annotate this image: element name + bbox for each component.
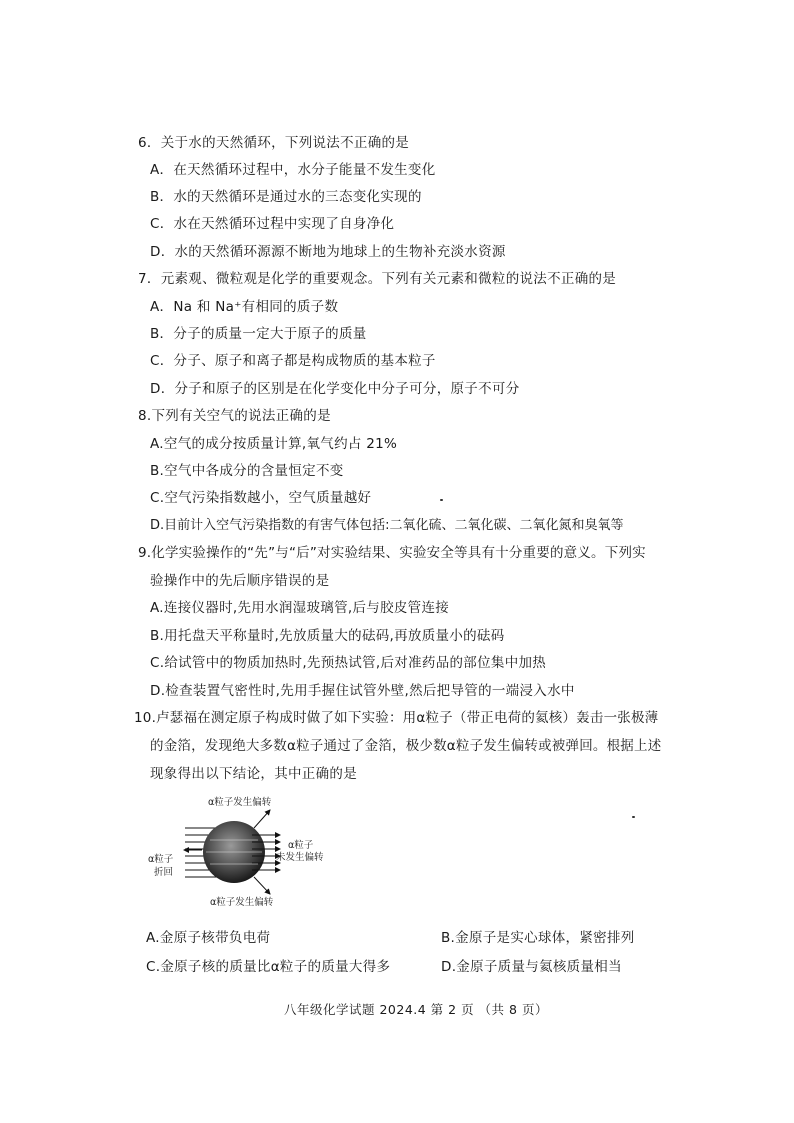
scan-speck [632, 816, 635, 818]
question-8-option-d: D.目前计入空气污染指数的有害气体包括:二氧化硫、二氧化碳、二氧化氮和臭氧等 [150, 518, 624, 533]
question-8-option-c: C.空气污染指数越小，空气质量越好 [150, 490, 372, 506]
question-6-option-a: A．在天然循环过程中，水分子能量不发生变化 [150, 162, 436, 178]
question-10-stem-line2: 的金箔，发现绝大多数α粒子通过了金箔，极少数α粒子发生偏转或被弹回。根据上述 [150, 738, 662, 754]
question-6-option-c: C．水在天然循环过程中实现了自身净化 [150, 216, 395, 232]
question-6-option-b: B．水的天然循环是通过水的三态变化实现的 [150, 189, 422, 205]
question-6-stem: 6．关于水的天然循环，下列说法不正确的是 [138, 135, 410, 151]
question-8-stem: 8.下列有关空气的说法正确的是 [138, 408, 331, 424]
rutherford-experiment-diagram [140, 790, 370, 915]
scan-speck [440, 499, 443, 501]
diagram-left-label-2: 折回 [154, 867, 174, 878]
page-footer: 八年级化学试题 2024.4 第 2 页 （共 8 页） [284, 1002, 548, 1017]
question-9-option-a: A.连接仪器时,先用水润湿玻璃管,后与胶皮管连接 [150, 600, 450, 616]
question-7-option-a: A．Na 和 Na⁺有相同的质子数 [150, 299, 339, 315]
question-9-option-b: B.用托盘天平称量时,先放质量大的砝码,再放质量小的砝码 [150, 628, 505, 644]
question-9-option-d: D.检查装置气密性时,先用手握住试管外壁,然后把导管的一端浸入水中 [150, 683, 575, 699]
question-9-stem-line1: 9.化学实验操作的“先”与“后”对实验结果、实验安全等具有十分重要的意义。下列实 [138, 545, 646, 561]
question-8-option-a: A.空气的成分按质量计算,氧气约占 21% [150, 436, 398, 452]
question-10-option-c: C.金原子核的质量比α粒子的质量大得多 [146, 959, 391, 975]
question-10-option-b: B.金原子是实心球体，紧密排列 [441, 930, 635, 946]
question-6-option-d: D．水的天然循环源源不断地为地球上的生物补充淡水资源 [150, 244, 506, 260]
question-7-option-d: D．分子和原子的区别是在化学变化中分子可分，原子不可分 [150, 381, 520, 397]
diagram-bottom-label: α粒子发生偏转 [210, 897, 274, 908]
question-10-stem-line3: 现象得出以下结论，其中正确的是 [150, 766, 357, 782]
question-9-stem-line2: 验操作中的先后顺序错误的是 [150, 573, 330, 589]
diagram-right-label-1: α粒子 [288, 840, 314, 851]
diagram-top-label: α粒子发生偏转 [208, 797, 272, 808]
question-10-option-a: A.金原子核带负电荷 [146, 930, 271, 946]
question-8-option-b: B.空气中各成分的含量恒定不变 [150, 463, 344, 479]
question-7-option-b: B．分子的质量一定大于原子的质量 [150, 326, 367, 342]
question-10-option-d: D.金原子质量与氦核质量相当 [441, 959, 622, 975]
question-7-option-c: C．分子、原子和离子都是构成物质的基本粒子 [150, 353, 436, 369]
question-9-option-c: C.给试管中的物质加热时,先预热试管,后对准药品的部位集中加热 [150, 655, 547, 671]
question-7-stem: 7．元素观、微粒观是化学的重要观念。下列有关元素和微粒的说法不正确的是 [138, 271, 617, 287]
diagram-right-label-2: 未发生偏转 [276, 852, 324, 863]
question-10-stem-line1: 10.卢瑟福在测定原子构成时做了如下实验：用α粒子（带正电荷的氦核）轰击一张极薄 [134, 710, 659, 726]
diagram-left-label-1: α粒子 [148, 854, 174, 865]
